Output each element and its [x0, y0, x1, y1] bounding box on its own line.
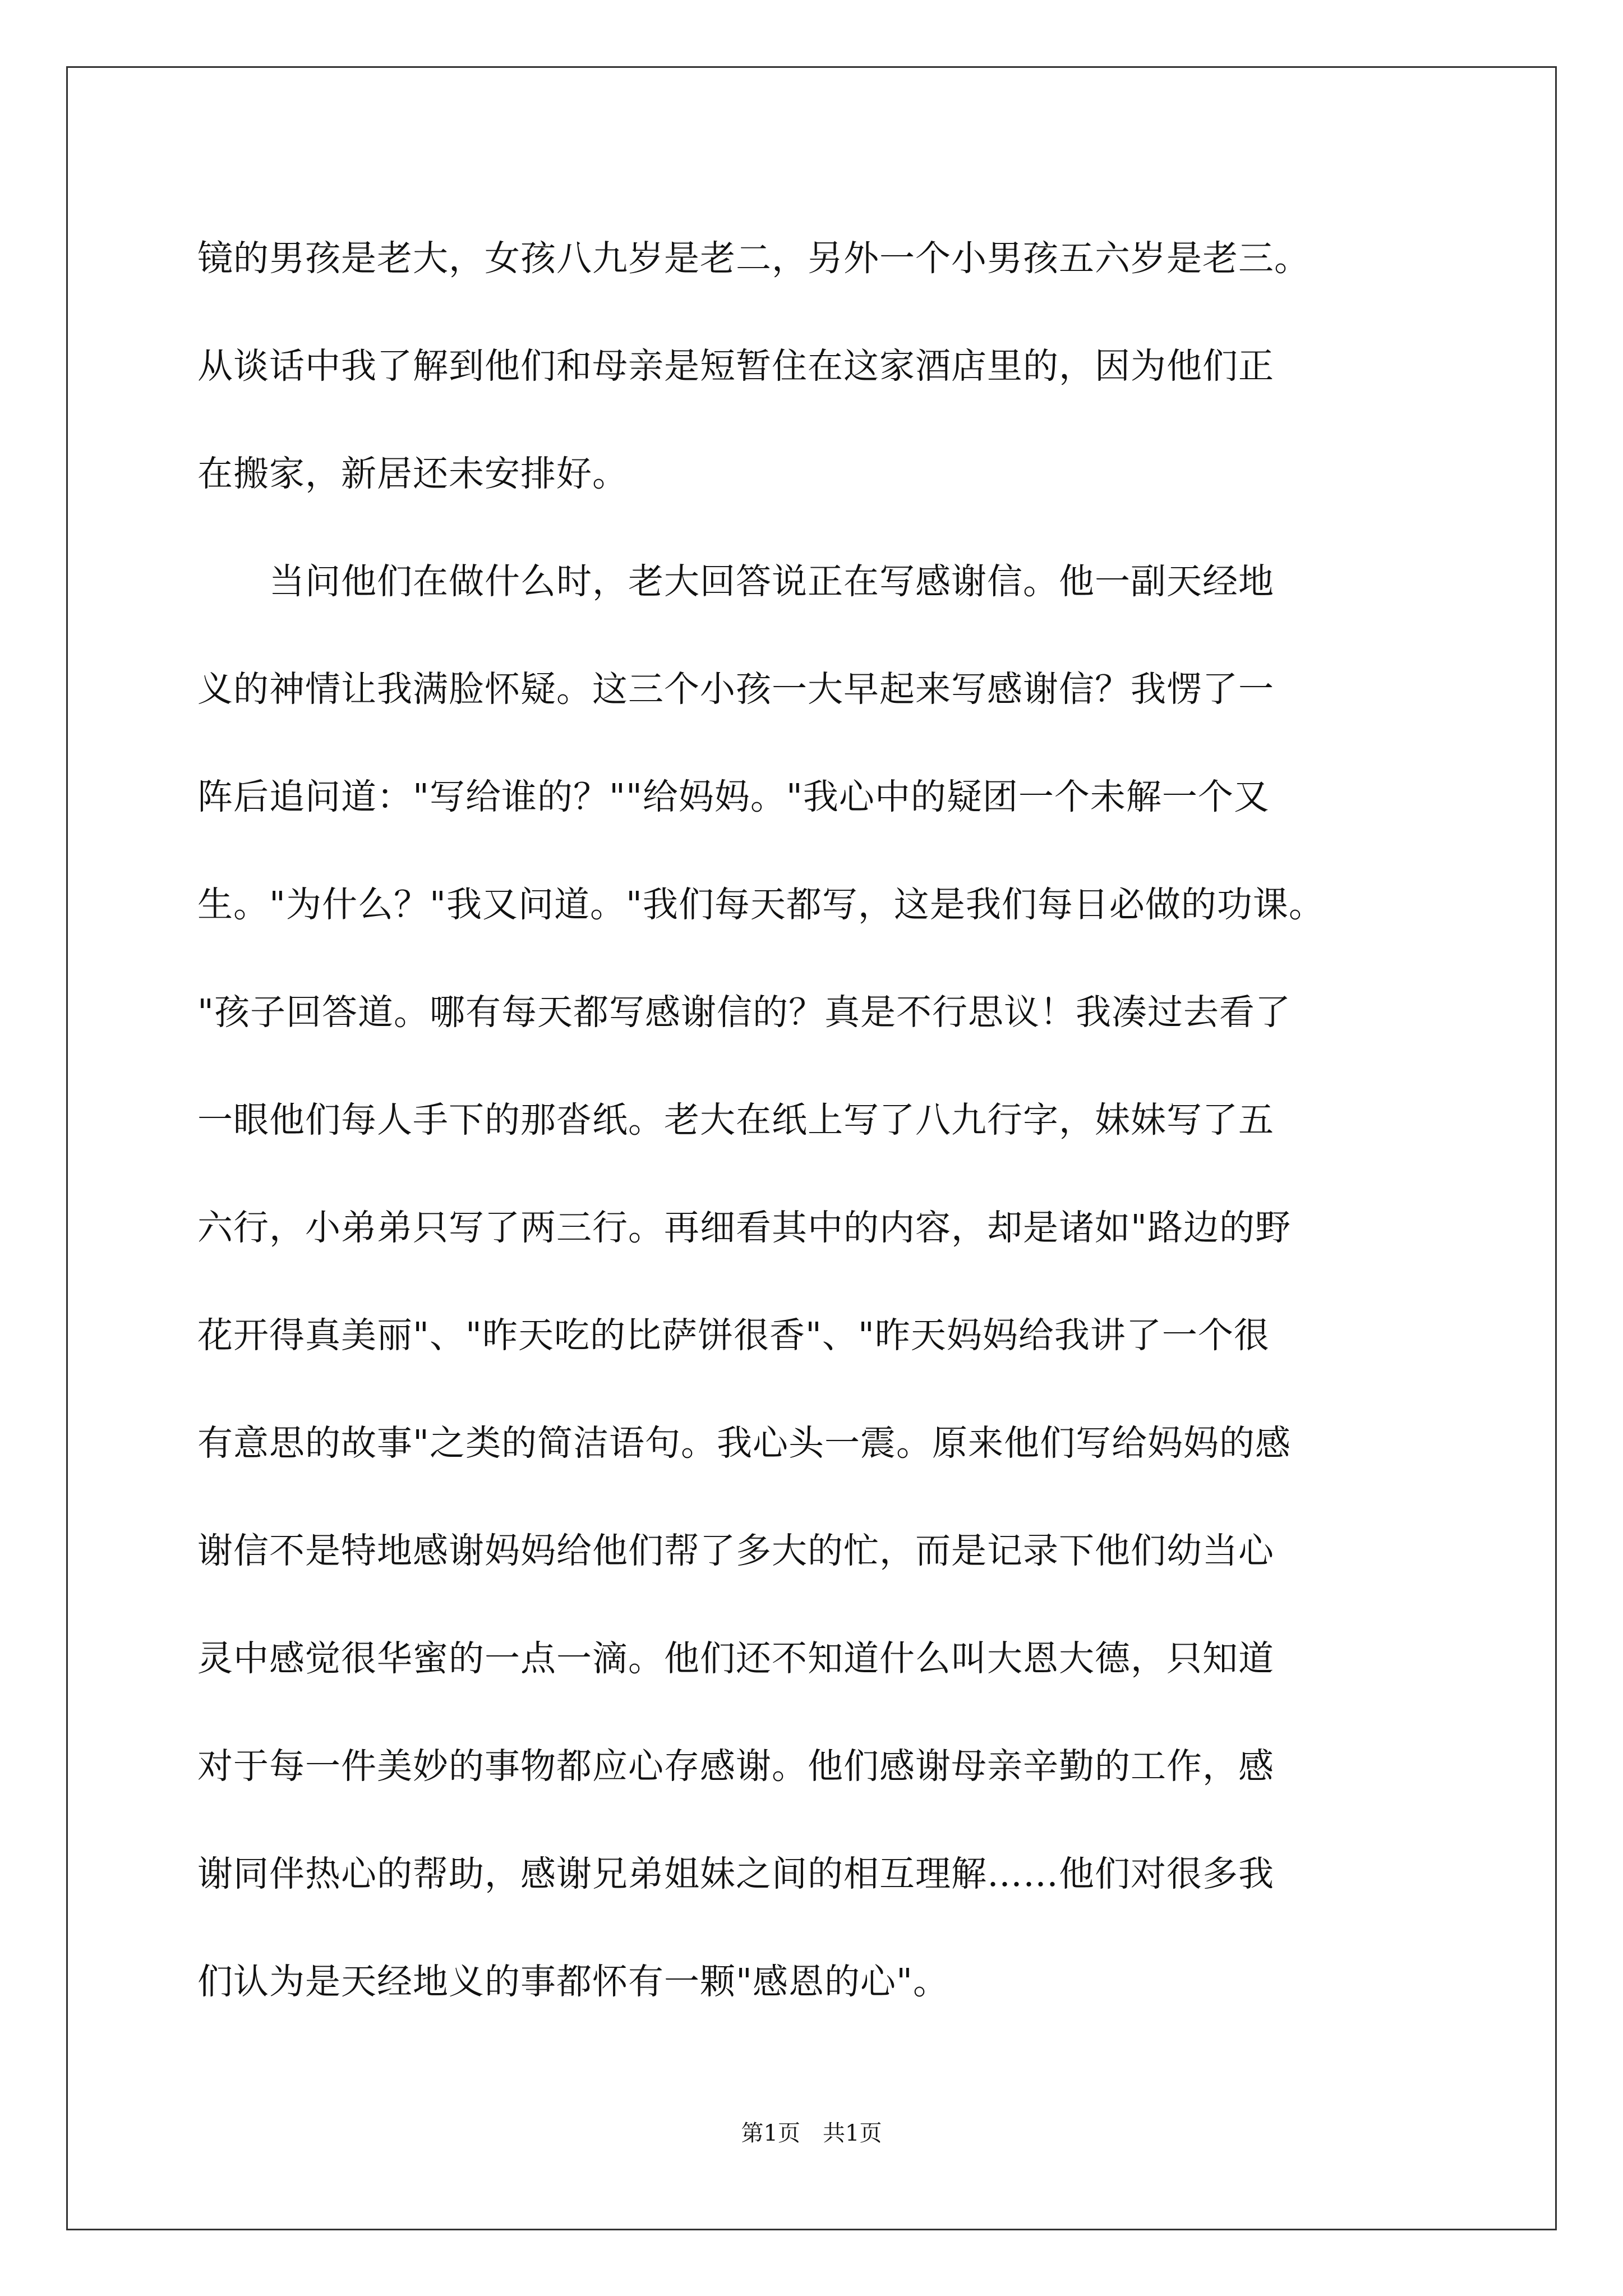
text-line: 从谈话中我了解到他们和母亲是短暂住在这家酒店里的，因为他们正: [197, 346, 1274, 386]
text-line: 镜的男孩是老大，女孩八九岁是老二，另外一个小男孩五六岁是老三。: [197, 238, 1310, 279]
text-line: 一眼他们每人手下的那沓纸。老大在纸上写了八九行字，妹妹写了五: [197, 1099, 1274, 1140]
document-body: [197, 205, 1454, 2036]
page-number-footer: 第1页 共1页: [741, 2120, 882, 2146]
text-line: 阵后追问道："写给谁的？""给妈妈。"我心中的疑团一个未解一个又: [197, 776, 1270, 817]
text-line: 花开得真美丽"、"昨天吃的比萨饼很香"、"昨天妈妈给我讲了一个很: [197, 1315, 1270, 1356]
text-line: 有意思的故事"之类的简洁语句。我心头一震。原来他们写给妈妈的感: [197, 1423, 1291, 1464]
text-line: 六行，小弟弟只写了两三行。再细看其中的内容，却是诸如"路边的野: [197, 1207, 1291, 1248]
text-line: 谢同伴热心的帮助，感谢兄弟姐妹之间的相互理解……他们对很多我: [197, 1853, 1274, 1894]
text-line: 谢信不是特地感谢妈妈给他们帮了多大的忙，而是记录下他们幼当心: [197, 1530, 1274, 1571]
text-line: 生。"为什么？"我又问道。"我们每天都写，这是我们每日必做的功课。: [197, 884, 1325, 925]
text-line: 灵中感觉很华蜜的一点一滴。他们还不知道什么叫大恩大德，只知道: [197, 1638, 1274, 1679]
text-line: 义的神情让我满脸怀疑。这三个小孩一大早起来写感谢信？我愣了一: [197, 669, 1274, 710]
text-line: 在搬家，新居还未安排好。: [197, 453, 628, 494]
text-line: 对于每一件美妙的事物都应心存感谢。他们感谢母亲辛勤的工作，感: [197, 1746, 1274, 1787]
text-line: "孩子回答道。哪有每天都写感谢信的？真是不行思议！我凑过去看了: [197, 992, 1291, 1033]
text-line: 们认为是天经地义的事都怀有一颗"感恩的心"。: [197, 1961, 949, 2002]
text-line: 当问他们在做什么时，老大回答说正在写感谢信。他一副天经地: [197, 561, 1274, 602]
